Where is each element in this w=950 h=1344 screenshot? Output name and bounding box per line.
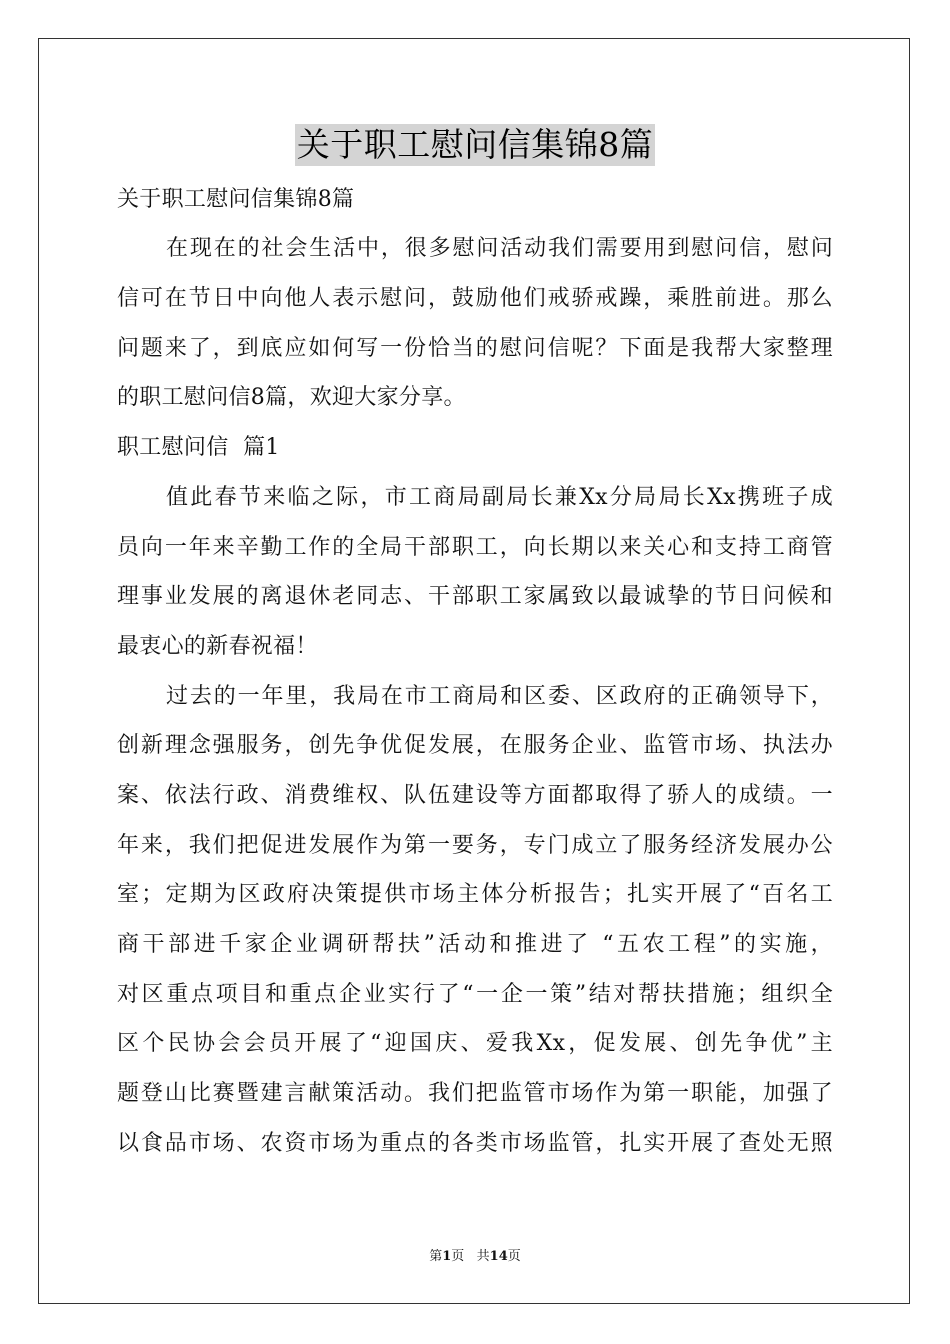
footer-suffix: 页 (507, 1249, 521, 1264)
page-border (38, 38, 910, 1304)
paragraph-line: 商干部进千家企业调研帮扶”活动和推进了 “五农工程”的实施， (117, 932, 833, 957)
section-heading: 职工慰问信 篇1 (117, 435, 280, 460)
document-subtitle: 关于职工慰问信集锦8篇 (117, 187, 355, 212)
footer-mid: 页 共 (451, 1249, 490, 1264)
paragraph-line: 以食品市场、农资市场为重点的各类市场监管，扎实开展了查处无照 (117, 1131, 833, 1156)
paragraph-line: 对区重点项目和重点企业实行了“一企一策”结对帮扶措施；组织全 (117, 982, 833, 1007)
paragraph-line: 过去的一年里，我局在市工商局和区委、区政府的正确领导下， (166, 684, 833, 709)
paragraph-line: 案、依法行政、消费维权、队伍建设等方面都取得了骄人的成绩。一 (117, 783, 833, 808)
footer-total-pages: 14 (489, 1249, 508, 1264)
paragraph-line: 问题来了，到底应如何写一份恰当的慰问信呢？下面是我帮大家整理 (117, 336, 833, 361)
paragraph-line: 区个民协会会员开展了“迎国庆、爱我Xx，促发展、创先争优”主 (117, 1031, 833, 1056)
paragraph-line: 信可在节日中向他人表示慰问，鼓励他们戒骄戒躁，乘胜前进。那么 (117, 286, 833, 311)
paragraph-line: 创新理念强服务，创先争优促发展，在服务企业、监管市场、执法办 (117, 733, 833, 758)
page-footer (0, 1248, 950, 1266)
paragraph-line: 的职工慰问信8篇，欢迎大家分享。 (117, 385, 466, 410)
footer-page-number: 1 (442, 1249, 452, 1264)
paragraph-line: 理事业发展的离退休老同志、干部职工家属致以最诚挚的节日问候和 (117, 584, 833, 609)
paragraph-line: 最衷心的新春祝福！ (117, 634, 318, 659)
paragraph-line: 室；定期为区政府决策提供市场主体分析报告；扎实开展了“百名工 (117, 882, 833, 907)
paragraph-line: 年来，我们把促进发展作为第一要务，专门成立了服务经济发展办公 (117, 833, 833, 858)
paragraph-line: 值此春节来临之际，市工商局副局长兼Xx分局局长Xx携班子成 (166, 485, 833, 510)
footer-prefix: 第 (429, 1249, 443, 1264)
paragraph-line: 在现在的社会生活中，很多慰问活动我们需要用到慰问信，慰问 (166, 236, 833, 261)
title-container (0, 124, 950, 166)
document-title: 关于职工慰问信集锦8篇 (296, 125, 654, 164)
paragraph-line: 员向一年来辛勤工作的全局干部职工，向长期以来关心和支持工商管 (117, 535, 833, 560)
paragraph-line: 题登山比赛暨建言献策活动。我们把监管市场作为第一职能，加强了 (117, 1081, 833, 1106)
